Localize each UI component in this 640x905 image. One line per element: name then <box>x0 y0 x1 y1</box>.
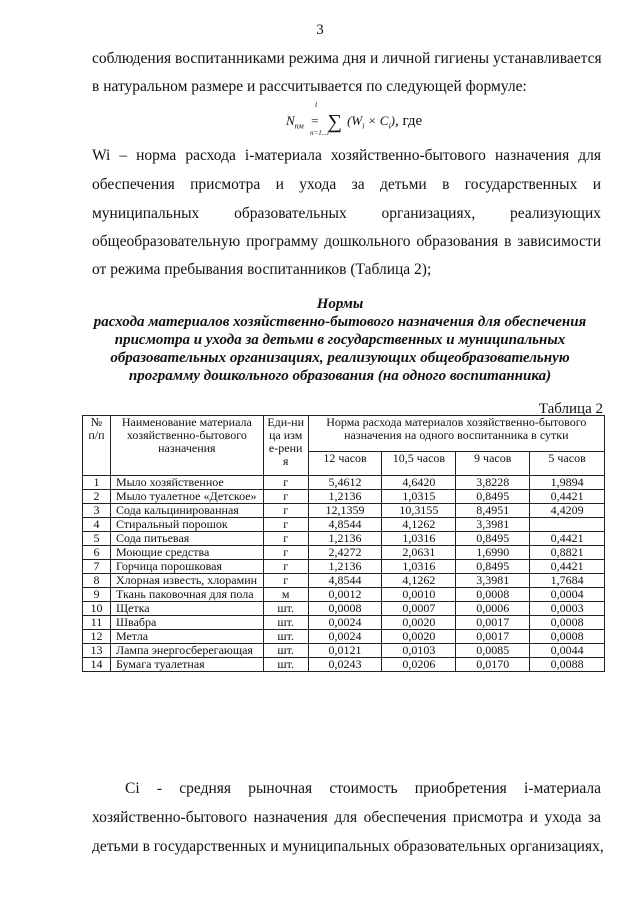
row-material-name: Бумага туалетная <box>110 658 263 672</box>
row-value-12h: 0,0024 <box>308 630 382 644</box>
row-number: 9 <box>83 588 111 602</box>
row-material-name: Мыло хозяйственное <box>110 476 263 490</box>
row-value-12h: 0,0243 <box>308 658 382 672</box>
row-number: 8 <box>83 574 111 588</box>
row-value-5h: 0,8821 <box>530 546 605 560</box>
row-unit: г <box>263 490 308 504</box>
row-value-9h: 8,4951 <box>456 504 530 518</box>
row-unit: г <box>263 504 308 518</box>
row-value-5h: 0,0044 <box>530 644 605 658</box>
row-value-9h: 0,0085 <box>456 644 530 658</box>
formula-close: ) <box>390 113 396 128</box>
row-material-name: Щетка <box>110 602 263 616</box>
formula-sum-top: i <box>315 100 318 109</box>
row-value-5h: 0,0008 <box>530 616 605 630</box>
header-col-5h: 5 часов <box>530 452 605 476</box>
formula-sum-bottom: n=1...i <box>310 129 329 137</box>
row-material-name: Швабра <box>110 616 263 630</box>
row-value-12h: 0,0008 <box>308 602 382 616</box>
table-row <box>83 616 605 630</box>
row-value-5h: 0,4421 <box>530 532 605 546</box>
w-paragraph-line-4: общеобразовательную программу дошкольного образования в зависимости <box>92 233 601 250</box>
table-row <box>83 546 605 560</box>
row-value-5h: 0,4421 <box>530 490 605 504</box>
row-number: 13 <box>83 644 111 658</box>
intro-line-1: соблюдения воспитанниками режима дня и личной гигиены устанавливается <box>92 50 602 67</box>
row-unit: шт. <box>263 616 308 630</box>
row-value-9h: 3,3981 <box>456 574 530 588</box>
row-value-10-5h: 4,1262 <box>382 518 456 532</box>
row-value-12h: 0,0024 <box>308 616 382 630</box>
row-value-9h: 3,8228 <box>456 476 530 490</box>
row-value-10-5h: 4,6420 <box>382 476 456 490</box>
row-material-name: Сода кальцинированная <box>110 504 263 518</box>
table-heading-line-3: присмотра и ухода за детьми в государственных и муниципальных <box>114 332 566 348</box>
row-value-10-5h: 0,0103 <box>382 644 456 658</box>
row-value-10-5h: 1,0316 <box>382 532 456 546</box>
row-value-12h: 1,2136 <box>308 532 382 546</box>
intro-line-2: в натуральном размере и рассчитывается по следующей формуле: <box>92 78 527 95</box>
row-value-12h: 4,8544 <box>308 518 382 532</box>
c-paragraph-line-2: хозяйственно-бытового назначения для обеспечения присмотра и ухода за <box>92 809 601 826</box>
w-paragraph-line-5: от режима пребывания воспитанников (Таблица 2); <box>92 261 432 278</box>
row-value-10-5h: 2,0631 <box>382 546 456 560</box>
header-col-9h: 9 часов <box>456 452 530 476</box>
row-value-9h: 0,0170 <box>456 658 530 672</box>
row-value-5h: 0,0003 <box>530 602 605 616</box>
row-number: 10 <box>83 602 111 616</box>
row-value-9h: 0,8495 <box>456 490 530 504</box>
row-value-12h: 2,4272 <box>308 546 382 560</box>
table-row <box>83 504 605 518</box>
row-value-12h: 0,0121 <box>308 644 382 658</box>
row-value-12h: 12,1359 <box>308 504 382 518</box>
formula-times: × C <box>364 113 389 128</box>
table-row <box>83 490 605 504</box>
row-value-10-5h: 0,0020 <box>382 616 456 630</box>
row-unit: г <box>263 518 308 532</box>
table-heading-line-2: расхода материалов хозяйственно-бытового назначения для обеспечения <box>93 314 587 330</box>
row-value-12h: 0,0012 <box>308 588 382 602</box>
header-num: № п/п <box>83 416 111 476</box>
table-caption: Таблица 2 <box>538 401 603 417</box>
w-paragraph-line-3: муниципальных образовательных организациях, реализующих <box>92 205 601 222</box>
row-value-9h: 0,0017 <box>456 630 530 644</box>
row-unit: м <box>263 588 308 602</box>
row-number: 14 <box>83 658 111 672</box>
table-heading-line-5: программу дошкольного образования (на одного воспитанника) <box>128 368 552 384</box>
row-material-name: Моющие средства <box>110 546 263 560</box>
header-col-10-5h: 10,5 часов <box>382 452 456 476</box>
row-material-name: Стиральный порошок <box>110 518 263 532</box>
row-value-12h: 1,2136 <box>308 560 382 574</box>
row-value-10-5h: 0,0010 <box>382 588 456 602</box>
formula <box>286 100 423 137</box>
row-material-name: Сода питьевая <box>110 532 263 546</box>
w-paragraph-line-2: обеспечения присмотра и ухода за детьми в государственных и <box>92 176 601 193</box>
row-number: 6 <box>83 546 111 560</box>
row-value-12h: 4,8544 <box>308 574 382 588</box>
w-paragraph-line-1: Wi – норма расхода i-материала хозяйственно-бытового назначения для <box>92 147 601 164</box>
formula-c-sub: i <box>388 121 391 131</box>
header-unit: Еди-ница изме-рения <box>263 416 308 476</box>
formula-suffix: , где <box>395 113 423 129</box>
formula-term: (W <box>347 113 363 128</box>
table-row <box>83 644 605 658</box>
table-heading-line-1: Нормы <box>316 296 364 312</box>
row-value-5h: 1,7684 <box>530 574 605 588</box>
table-row <box>83 588 605 602</box>
row-number: 3 <box>83 504 111 518</box>
row-number: 1 <box>83 476 111 490</box>
header-norm: Норма расхода материалов хозяйственно-бытового назначения на одного воспитанника в сутки <box>308 416 604 452</box>
table-row <box>83 630 605 644</box>
row-number: 5 <box>83 532 111 546</box>
table-row <box>83 476 605 490</box>
row-material-name: Ткань паковочная для пола <box>110 588 263 602</box>
table-row <box>83 518 605 532</box>
row-unit: г <box>263 546 308 560</box>
row-value-10-5h: 1,0316 <box>382 560 456 574</box>
row-value-5h: 0,0088 <box>530 658 605 672</box>
row-value-9h: 0,0017 <box>456 616 530 630</box>
header-name: Наименование материала хозяйственно-бытового назначения <box>110 416 263 476</box>
table-row <box>83 574 605 588</box>
row-value-12h: 5,4612 <box>308 476 382 490</box>
row-unit: шт. <box>263 630 308 644</box>
row-number: 2 <box>83 490 111 504</box>
sigma-icon: ∑ <box>327 111 342 133</box>
row-value-10-5h: 10,3155 <box>382 504 456 518</box>
row-value-10-5h: 4,1262 <box>382 574 456 588</box>
row-unit: шт. <box>263 644 308 658</box>
formula-lhs-sub: пм <box>294 121 304 131</box>
row-value-5h <box>530 518 605 532</box>
row-number: 12 <box>83 630 111 644</box>
row-material-name: Лампа энергосберегающая <box>110 644 263 658</box>
row-unit: г <box>263 476 308 490</box>
row-number: 7 <box>83 560 111 574</box>
row-unit: шт. <box>263 602 308 616</box>
row-value-5h: 0,0004 <box>530 588 605 602</box>
formula-lhs: N <box>286 113 295 128</box>
row-value-10-5h: 0,0206 <box>382 658 456 672</box>
norms-table <box>82 415 605 672</box>
row-unit: г <box>263 560 308 574</box>
row-value-5h: 4,4209 <box>530 504 605 518</box>
table-row <box>83 602 605 616</box>
table-body <box>83 476 605 672</box>
c-paragraph-line-1: Ci - средняя рыночная стоимость приобретения i-материала <box>125 780 601 797</box>
table-heading-line-4: образовательных организациях, реализующих общеобразовательную <box>110 350 570 366</box>
formula-w-sub: i <box>362 121 365 131</box>
row-material-name: Метла <box>110 630 263 644</box>
c-paragraph-line-3: детьми в государственных и муниципальных образовательных организациях, <box>92 838 604 855</box>
row-material-name: Хлорная известь, хлорамин <box>110 574 263 588</box>
row-value-10-5h: 1,0315 <box>382 490 456 504</box>
row-unit: г <box>263 574 308 588</box>
row-material-name: Мыло туалетное «Детское» <box>110 490 263 504</box>
row-value-9h: 0,0006 <box>456 602 530 616</box>
row-value-5h: 0,0008 <box>530 630 605 644</box>
table-row <box>83 532 605 546</box>
row-material-name: Горчица порошковая <box>110 560 263 574</box>
row-value-9h: 0,8495 <box>456 532 530 546</box>
row-value-10-5h: 0,0007 <box>382 602 456 616</box>
row-value-12h: 1,2136 <box>308 490 382 504</box>
row-value-5h: 0,4421 <box>530 560 605 574</box>
header-col-12h: 12 часов <box>308 452 382 476</box>
row-number: 11 <box>83 616 111 630</box>
table-row <box>83 560 605 574</box>
row-number: 4 <box>83 518 111 532</box>
row-value-9h: 0,0008 <box>456 588 530 602</box>
row-value-9h: 3,3981 <box>456 518 530 532</box>
row-unit: шт. <box>263 658 308 672</box>
formula-equals: = <box>307 113 323 128</box>
table-row <box>83 658 605 672</box>
row-value-9h: 1,6990 <box>456 546 530 560</box>
row-value-5h: 1,9894 <box>530 476 605 490</box>
page-number: 3 <box>316 22 324 38</box>
row-value-10-5h: 0,0020 <box>382 630 456 644</box>
row-value-9h: 0,8495 <box>456 560 530 574</box>
row-unit: г <box>263 532 308 546</box>
